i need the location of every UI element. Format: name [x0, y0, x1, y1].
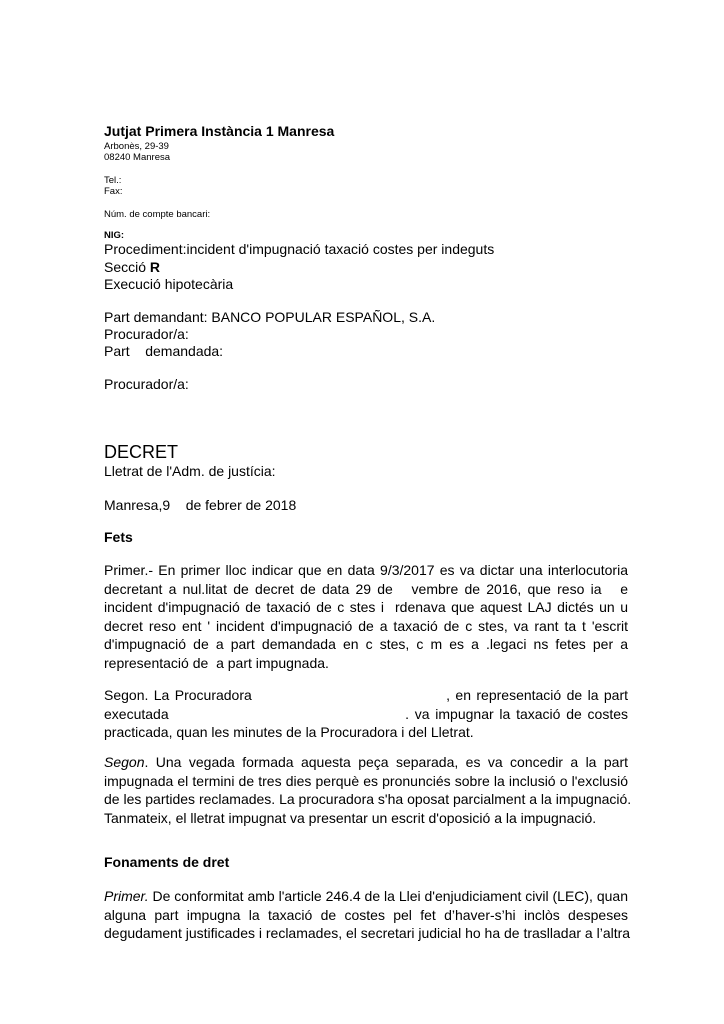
- court-name: Jutjat Primera Instància 1 Manresa: [104, 123, 335, 139]
- paragraph-text: . Una vegada formada aquesta peça separada, es va concedir a la part: [144, 754, 628, 770]
- paragraph-line: practicada, quan les minutes de la Procuradora i del Lletrat.: [104, 724, 474, 740]
- paragraph-line: incident d'impugnació de taxació de c stes i rdenava que aquest LAJ dictés un u: [104, 599, 628, 615]
- part-demandada: Part demandada:: [104, 343, 224, 359]
- paragraph-lead: Segon: [104, 754, 145, 770]
- paragraph-line: alguna part impugna la taxació de costes pel fet d’haver-s’hi inclòs despeses: [104, 906, 628, 923]
- paragraph-lead: Primer.: [104, 888, 149, 904]
- execucio: Execució hipotecària: [104, 276, 234, 292]
- paragraph-line: executada . va impugnar la taxació de costes: [104, 705, 628, 722]
- fax-label: Fax:: [104, 186, 123, 197]
- fets-heading: Fets: [104, 529, 133, 545]
- fets-paragraph-2: [104, 686, 628, 742]
- lletrat-label: Lletrat de l'Adm. de justícia:: [104, 463, 276, 479]
- paragraph-line: Segon. La Procuradora , en representació de la part: [104, 687, 628, 703]
- paragraph-line: [104, 753, 628, 772]
- fets-paragraph-3: [104, 753, 632, 827]
- paragraph-text: De conformitat amb l'article 246.4 de la Llei d'enjudiciament civil (LEC), quan: [148, 888, 628, 904]
- place-date: Manresa,9 de febrer de 2018: [104, 497, 297, 513]
- tel-label: Tel.:: [104, 175, 122, 186]
- seccio-label: Secció: [104, 259, 147, 275]
- paragraph-line: representació de a part impugnada.: [104, 654, 329, 671]
- part-demandant: Part demandant: BANCO POPULAR ESPAÑOL, S.A.: [104, 309, 436, 325]
- paragraph-line: d'impugnació de a part demandada en c stes, c m es a .legaci ns fetes per a: [104, 636, 628, 652]
- account-label: Núm. de compte bancari:: [104, 209, 211, 220]
- court-address-line1: Arbonès, 29-39: [104, 141, 169, 152]
- fets-paragraph-1: [104, 561, 628, 672]
- paragraph-line: impugnada el termini de tres dies perquè es pronunciés sobre la inclusió o l'exclusió: [104, 772, 628, 789]
- court-address-line2: 08240 Manresa: [104, 152, 171, 163]
- nig-label: NIG:: [104, 230, 125, 241]
- procurador-demandada: Procurador/a:: [104, 376, 189, 392]
- paragraph-line: [104, 887, 628, 906]
- seccio-value: R: [149, 259, 161, 275]
- paragraph-line: Tanmateix, el lletrat impugnat va presentar un escrit d'oposició a la impugnació.: [104, 809, 597, 826]
- paragraph-line: decret reso ent ' incident d'impugnació de a taxació de c stes, va rant ta t 'escrit: [104, 617, 628, 634]
- paragraph-line: de les partides reclamades. La procuradora s'ha oposat parcialment a la impugnació.: [104, 791, 632, 807]
- procurador-demandant: Procurador/a:: [104, 326, 189, 342]
- decree-title: DECRET: [104, 442, 179, 462]
- seccio: [104, 259, 160, 275]
- paragraph-line: decretant a nul.litat de decret de data 29 de vembre de 2016, que reso ia e: [104, 580, 628, 597]
- procediment: Procediment:incident d'impugnació taxació costes per indeguts: [104, 241, 495, 257]
- fonaments-paragraph-1: [104, 887, 631, 943]
- paragraph-line: degudament justificades i reclamades, el secretari judicial ho ha de traslladar a l’altra: [104, 925, 631, 941]
- fonaments-heading: Fonaments de dret: [104, 854, 230, 870]
- paragraph-line: Primer.- En primer lloc indicar que en data 9/3/2017 es va dictar una interlocutoria: [104, 562, 628, 578]
